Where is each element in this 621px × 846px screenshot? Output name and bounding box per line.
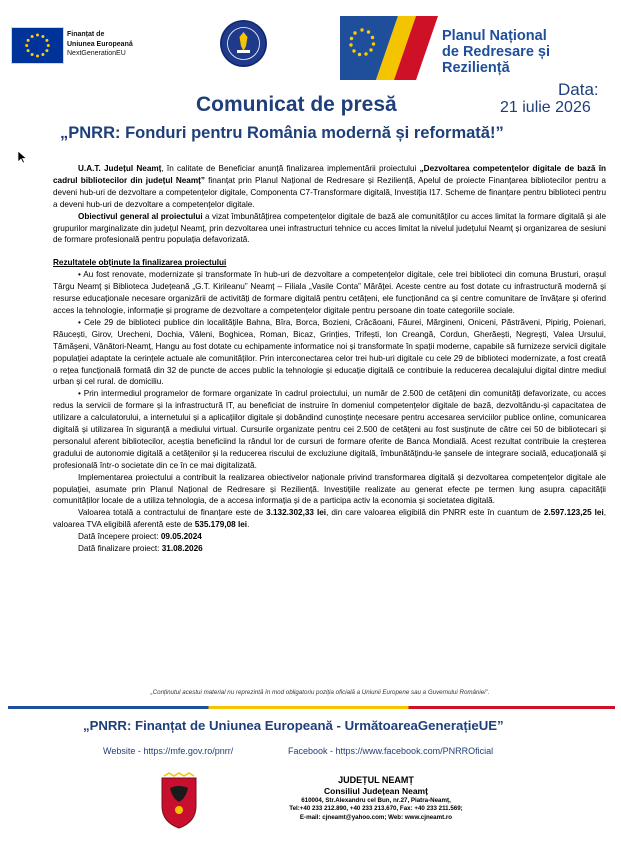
pnrr-logo-icon <box>340 16 438 80</box>
list-item: • Au fost renovate, modernizate și transformate în hub-uri de dezvoltare a competențelor digitale, cele trei biblioteci din comuna Brusturi, orașul Târgu Neamț și Biblioteca Județeană „G.T. Kirileanu” Neamț – Filiala „Vasile Conta” Mărăței. Aceste centre au fost dotate cu infrastructură modernă și resurse educaționale necesare organizării de activități de formare digitală pentru cetățeni, ele funcționând ca și centre comunitare de învățare și oferind acces la tehnologie, informație și programe de dezvoltare a competențelor digitale pentru persoane din toate categoriile sociale. <box>53 270 606 315</box>
value-text-2: , din care valoarea eligibilă din PNRR este în cuantum de <box>326 508 544 518</box>
page-subtitle: „PNRR: Fonduri pentru România modernă și reformată!” <box>60 124 504 142</box>
eu-funding-label <box>67 30 133 59</box>
start-date: 09.05.2024 <box>160 532 202 542</box>
start-date-line <box>53 531 606 543</box>
flag-divider <box>8 706 615 709</box>
pnrr-title <box>442 28 621 76</box>
paragraph-objective <box>53 211 606 247</box>
facebook-link[interactable]: Facebook - https://www.facebook.com/PNRROficial <box>288 746 494 756</box>
eu-flag-icon <box>11 27 64 64</box>
date-value: 21 iulie 2026 <box>500 99 591 116</box>
paragraph-intro <box>53 163 606 211</box>
list-item: • Prin intermediul programelor de formare organizate în cadrul proiectului, un număr de 2.500 de cetățeni din comunități defavorizate, cu acces redus la servicii de formare și la infrastructură IT, au beneficiat de instruire în domeniul competențelor digitale de bază, dezvoltându-și capacitatea de utilizare a calculatorului, a internetului și a aplicațiilor digitale și dobândind cunoștințe necesare pentru accesarea serviciilor publice online, comunicarea digitală și utilizarea în siguranță a mediului virtual. Cursurile organizate pentru cei 2.500 de cetățeni au fost susținute de către cei 50 de bibliotecari și personalul aferent bibliotecilor, aceștia beneficiind la rândul lor de cursuri de formare oferite de Banca Mondială. Acest rezultat contribuie la creșterea gradului de autonomie digitală a cetățenilor și la reducerea riscului de excluziune digitală, îmbunătățindu-le șansele de integrare socială, educațională și profesională într-o societate din ce în ce mai digitalizată. <box>53 389 606 470</box>
eu-funding-line1: Finanțat de <box>67 31 105 38</box>
date-label: Data: <box>558 80 599 99</box>
objective-heading: Obiectivul general al proiectului <box>78 211 203 221</box>
cursor-icon <box>17 150 27 169</box>
value-total: 3.132.302,33 lei <box>266 508 327 518</box>
end-date-line <box>53 543 606 555</box>
end-date: 31.08.2026 <box>161 544 203 554</box>
value-text-4: . <box>247 520 250 530</box>
website-link[interactable]: Website - https://mfe.gov.ro/pnrr/ <box>103 746 234 756</box>
paragraph-value <box>53 507 606 531</box>
list-item: • Cele 29 de biblioteci publice din localitățile Bahna, Bîra, Borca, Bozieni, Crăcăoani, Făurei, Mărgineni, Oniceni, Păstrăveni, Pipirig, Poienari, Răucești, Girov, Urecheni, Dochia, Văleni, Boghicea, Roman, Bicaz, Grințies, Trifești, Ion Creangă, Cordun, Gherăești, Negrești, Valea Ursului, Tămășeni, Vânători-Neamț, Hangu au fost dotate cu echipamente informatice noi și transformate în spații moderne, capabile să furnizeze servicii digitale populației adaptate la cerințele actuale ale comunităților. Prin interconectarea celor trei hub-uri digitale cu cele 29 de biblioteci modernizate, a fost creată o rețea funcțională formată din 32 de puncte de acces public la tehnologie și educație digitală ce contribuie la reducerea decalajului digital dintre mediul urban și cel rural. de domiciliu. <box>53 317 606 387</box>
pnrr-title-line1: Planul Național <box>442 28 547 44</box>
pnrr-title-line2: de Redresare și Reziliență <box>442 44 551 76</box>
footer-slogan: „PNRR: Finanțat de Uniunea Europeană - UrmătoareaGenerațieUE” <box>83 718 504 733</box>
government-seal-icon <box>220 20 267 67</box>
value-eligible: 2.597.123,25 lei <box>543 508 604 518</box>
eu-funding-line2: Uniunea Europeană <box>67 40 133 48</box>
value-vat: 535.179,08 lei <box>194 520 248 530</box>
paragraph-implementation: Implementarea proiectului a contribuit la realizarea obiectivelor naționale privind transformarea digitală și dezvoltarea competențelor digitale ale populației, asumate prin Planul Național de Redresare și Reziliență. Investițiile realizate au generat efecte pe termen lung asupra capacității comunităților locale de a utiliza tehnologia, de a accesa informația și de a participa activ la economia și societatea digitală. <box>53 472 606 506</box>
results-heading-text: Rezultatele obținute la finalizarea proiectului <box>53 258 227 268</box>
value-text-3: , valoarea TVA eligibilă aferentă este de <box>53 508 606 530</box>
eu-funding-line3: NextGenerationEU <box>67 50 126 57</box>
page-title: Comunicat de presă <box>196 93 397 116</box>
intro-text-2: finanțat prin Planul Național de Redresare și Reziliență, Apelul de proiecte Finanțarea bibliotecilor pentru a deveni hub-uri de dezvoltare a competențelor digitale, Componenta C7-Transformare digitală, Investiția I17. Scheme de finanțare pentru biblioteci pentru a deveni hub-uri de dezvoltare a competențelor digitale. <box>53 175 606 209</box>
results-heading <box>53 257 606 269</box>
phones: Tel:+40 233 212.890, +40 233 213.670, Fax: +40 233 211.569; <box>289 805 463 813</box>
value-text-1: Valoarea totală a contractului de finanțare este de <box>78 508 267 518</box>
press-release-body <box>53 163 606 555</box>
disclaimer: „Conținutul acestui material nu reprezintă în mod obligatoriu poziția oficială a Uniunii Europene sau a Guvernului României”. <box>150 689 490 696</box>
end-date-label: Dată finalizare proiect: <box>78 544 162 554</box>
contact-block <box>226 775 526 822</box>
beneficiary-name: U.A.T. Județul Neamț <box>78 164 162 173</box>
emails: E-mail: cjneamt@yahoo.com; Web: www.cjneamt.ro <box>299 813 453 821</box>
project-name: „Dezvoltarea competențelor digitale de bază în cadrul bibliotecilor din județul Neamț” <box>53 164 606 185</box>
council-name: Consiliul Județean Neamț <box>324 786 428 796</box>
start-date-label: Dată începere proiect: <box>78 532 161 542</box>
intro-text-1: , în calitate de Beneficiar anunță finalizarea implementării proiectului <box>161 164 420 173</box>
county-name: JUDEȚUL NEAMȚ <box>338 775 414 785</box>
county-crest-icon <box>150 772 208 830</box>
objective-text: a vizat îmbunătățirea competențelor digitale de bază ale comunităților cu acces limitat la formare digitală și ale grupurilor marginalizate din județul Neamț, prin dezvoltarea unei infrastructuri tehnice cu acces limitat la nivelul județului Neamț și organizarea de sesiuni de formare profesională pentru populația defavorizată. <box>53 211 606 245</box>
address: 610004, Str.Alexandru cel Bun, nr.27, Piatra-Neamț, <box>301 797 451 804</box>
